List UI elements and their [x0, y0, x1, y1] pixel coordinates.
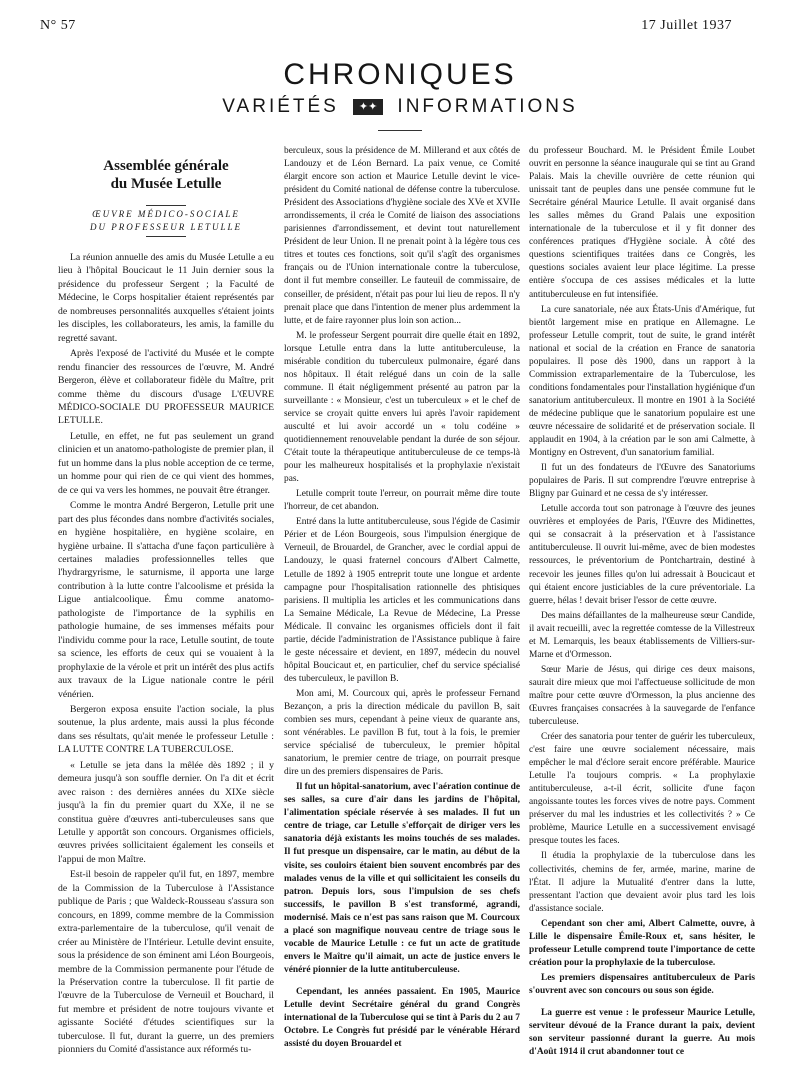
article-subtitle: [58, 205, 274, 237]
subtitle-divider: [146, 205, 186, 206]
paragraph: « Letulle se jeta dans la mêlée dès 1892 ; il y demeura jusqu'à son souffle dernier. On l'a dit et écrit avec raison : des dernières années du XIXe siècle jusqu'à la fin du premier quart du XXe, il ne se constitua guère d'œuvres anti-tuberculeuses sans que Letulle y apportât son concours. Organismes officiels, œuvres privées sollicitaient également les conseils et l'appui de mon Maître.: [58, 759, 274, 865]
paragraph: Créer des sanatoria pour tenter de guérir les tuberculeux, c'est faire une œuvre socialement nécessaire, mais empêcher le mal d'éclore serait encore préférable. Maurice Letulle l'a toujours compris. « La prophylaxie antituberculeuse, a-t-il écrit, sollicite d'une façon angoissante toutes les forces vives de notre pays. Comment préserver du mal les industries et les collectivités ? » Ce problème, Maurice Letulle en a successivement envisagé presque toutes les faces.: [529, 732, 755, 847]
paragraph: La cure sanatoriale, née aux États-Unis d'Amérique, fut bientôt largement mise en pratique en Allemagne. Le professeur Letulle comprit, tout de suite, le grand intérêt national et social de la création en France de sanatoria populaires. Il pose dès 1900, dans un rapport à la Commission extraparlementaire de la Tuberculose, les conditions fondamentales pour l'installation hygiénique d'un sanatorium antituberculeux. Il montre en 1901 à la Société de médecine publique que le sanatorium populaire est une œuvre nécessaire de solidarité et de préservation sociale. Il applaudit en 1904, à la création par le son ami Calmette, à Montigny en Ostrevent, d'un sanatorium familial.: [529, 304, 755, 459]
paragraph: Il fut un des fondateurs de l'Œuvre des Sanatoriums populaires de Paris. Il sut comprendre l'œuvre entreprise à Bligny par Guinard et ne cessa de s'y intéresser.: [529, 463, 755, 500]
article-title-line-1: Assemblée générale: [103, 158, 229, 174]
paragraph: Est-il besoin de rappeler qu'il fut, en 1897, membre de la Commission de la Tuberculose à l'Assistance publique de Paris ; que Waldeck-Rousseau s'assura son concours, en 1899, comme membre de la Commission extra-parlementaire de la tuberculose, qu'il venait de créer au Ministère de l'Intérieur. Letulle devint ensuite, sous la présidence de son éminent ami Léon Bourgeois, membre de la Commission permanente pour l'étude de la Préservation contre la tuberculose. Il fit partie de l'œuvre de la Tuberculose de Verneuil et Bouchard, il fut membre et président de notre toujours vivante et agissante Société d'études scientifiques sur la tuberculose. Il fut, durant la guerre, un des premiers pionniers du Comité d'assistance aux réformés tu-: [58, 869, 274, 1056]
issue-date: 17 Juillet 1937: [641, 18, 732, 33]
masthead-left-word: VARIÉTÉS: [222, 96, 339, 117]
paragraph: Il étudia la prophylaxie de la tuberculose dans les collectivités, chemins de fer, armée, marine, marine de l'État. Il adjure la Mutualité d'entrer dans la lutte, pressentant l'action que devaient avoir plus tard les lois d'assistance sociale.: [529, 851, 755, 914]
masthead-right-word: INFORMATIONS: [397, 96, 578, 117]
paragraph: berculeux, sous la présidence de M. Millerand et aux côtés de Landouzy et de Léon Bernard. La paix venue, ce Comité élargit encore son action et Maurice Letulle devint le vice-président du Comité national de défense contre la tuberculose. Président des Associations d'hygiène sociale des XVe et XVIIe arrondissements, il créa le Comité de liaison des associations parisiennes d'arrondissement, et devint tout naturellement Président de leur Union. Il ne prenait point à la légère tous ces titres et toutes ces fonctions, soit qu'il s'agît des organismes français ou de l'Union internationale contre la tuberculose, dont il fut membre conseiller. Le fauteuil de commissaire, de conseiller, de président, n'était pas pour lui lieu de repos. Il n'y prenait place que dans l'intention de mener plus ardemment la lutte, et de faire rayonner plus loin son action...: [284, 146, 520, 326]
paragraph: Comme le montra André Bergeron, Letulle prit une part des plus fécondes dans nombre d'activités sociales, en hygiène hospitalière, en hygiène scolaire, en hygiène urbaine. Il s'attacha d'une façon particulière à certaines maladies professionnelles telles que l'hydrargyrisme, le saturnisme, il apporta une large contribution à la lutte contre l'alcoolisme et présida la Ligue antialcoolique. Ému comme anatomo-pathologiste de l'importance de la syphilis en pathologie humaine, de ses immenses méfaits pour l'individu comme pour la race, Letulle soutint, de toute sa science, les efforts de ceux qui se vouaient à la prophylaxie de la vérole et prit un intérêt des plus actifs aux travaux de la Ligue nationale contre le péril vénérien.: [58, 500, 274, 700]
subtitle-divider: [146, 236, 186, 237]
paragraph: M. le professeur Sergent pourrait dire quelle était en 1892, lorsque Letulle entra dans la lutte antituberculeuse, la misérable condition du tuberculeux pulmonaire, égaré dans nos hôpitaux. Il était relégué dans un coin de la salle commune. Il était négligemment présenté au patron par la surveillante : « Monsieur, c'est un tuberculeux » et le chef de service se croyait quitte envers lui après l'avoir rapidement ausculté et lui avoir accordé un « tolu codéine » quotidiennement renouvelable pendant la durée de son séjour. C'était toute la thérapeutique antituberculeuse de ce temps-là pour les malheureux hospitalisés et la prophylaxie n'existait pas.: [284, 330, 520, 485]
masthead-title: CHRONIQUES: [283, 58, 517, 91]
paragraph: Mon ami, M. Courcoux qui, après le professeur Fernand Bezançon, a pris la direction médicale du pavillon B, sait combien ses murs, cependant à peine vieux de quarante ans, sont vénérables. Le pavillon B fut, tout à la fois, le premier service spécialisé de tuberculeux, le premier hôpital sanatorium, le premier centre de triage, on pourrait presque dire un des premiers dispensaires de Paris.: [284, 688, 520, 778]
paragraph: Sœur Marie de Jésus, qui dirige ces deux maisons, saurait dire mieux que moi l'affectueuse sollicitude de mon maître pour cette œuvre d'Ormesson, la plus ancienne des Œuvres françaises consacrées à la sauvegarde de l'enfance tuberculeuse.: [529, 664, 755, 728]
article-subtitle-line-2: DU PROFESSEUR LETULLE: [90, 222, 242, 232]
paragraph: Cependant son cher ami, Albert Calmette, ouvre, à Lille le dispensaire Émile-Roux et, sans hésiter, le professeur Letulle comprend toute l'importance de cette création pour la prophylaxie de la tuberculose.: [529, 918, 755, 968]
article-title: [58, 157, 274, 193]
masthead-divider: [378, 130, 422, 131]
paragraph: Il fut un hôpital-sanatorium, avec l'aération continue de ses salles, sa cure d'air dans les jardins de l'hôpital, l'alimentation spéciale réservée à ses malades. Il fut un centre de triage, car Letulle s'efforçait de diriger vers les sanatoria déjà existants les moins touchés de ses malades. Il fut presque un dispensaire, car le matin, au début de la visite, ses couloirs étaient bien souvent encombrés par des malades venus de la ville et qui sollicitaient les conseils du patron. Depuis lors, sous l'impulsion de ses chefs successifs, le pavillon B s'est transformé, agrandi, modernisé. Mais ce n'est pas sans raison que M. Courcoux a placé son magnifique nouveau centre de triage sous le vocable de Maurice Letulle : ce fut un acte de gratitude envers le Maître qu'il aimait, un acte de justice envers le vénéré pionnier de la lutte antituberculeuse.: [284, 782, 520, 975]
column-3: [529, 145, 755, 1061]
issue-number: N° 57: [40, 18, 76, 33]
paragraph: Bergeron exposa ensuite l'action sociale, la plus soutenue, la plus ardente, mais aussi la plus féconde dans ses résultats, qu'ait menée le professeur Letulle : LA LUTTE CONTRE LA TUBERCULOSE.: [58, 703, 274, 756]
paragraph: Cependant, les années passaient. En 1905, Maurice Letulle devint Secrétaire général du grand Congrès international de la Tuberculose qui se tint à Paris du 2 au 7 Octobre. Le Congrès fut présidé par le vénérable Hérard assisté du doyen Brouardel et: [284, 986, 520, 1050]
article-title-line-2: du Musée Letulle: [110, 176, 222, 192]
paragraph: Letulle accorda tout son patronage à l'œuvre des jeunes ouvrières et employées de Paris, l'Œuvre des Midinettes, qui se consacrait à la préservation et à l'assistance antituberculeuse. Il ouvrit lui-même, avec de bien modestes ressources, le préventorium de Pontchartrain, destiné à recevoir les jeunes filles qu'on lui adressait à Boucicaut et qui étaient encore justiciables de la cure préventoriale. La guerre, hélas ! devait briser l'essor de cette œuvre.: [529, 504, 755, 606]
paragraph: Letulle comprit toute l'erreur, on pourrait même dire toute l'horreur, de cet abandon.: [284, 489, 520, 513]
paragraph: La réunion annuelle des amis du Musée Letulle a eu lieu à l'hôpital Boucicaut le 11 Juin dernier sous la présidence du professeur Sergent ; la Faculté de Médecine, le Corps hospitalier étaient représentés par de nombreuses personnalités auxquelles s'étaient joints les disciples, les collaborateurs, les amis, la famille du regretté savant.: [58, 252, 274, 344]
paragraph: Des mains défaillantes de la malheureuse sœur Candide, il avait recueilli, avec la regrettée comtesse de la Villestreux et M. Lemarquis, les beaux établissements de Villiers-sur-Marne et d'Ormesson.: [529, 610, 755, 660]
paragraph: Après l'exposé de l'activité du Musée et le compte rendu financier des ressources de l'œuvre, M. André Bergeron, élève et collaborateur fidèle du Maître, prit comme thème du discours d'usage L'ŒUVRE MÉDICO-SOCIALE DU PROFESSEUR MAURICE LETULLE.: [58, 348, 274, 427]
paragraph: du professeur Bouchard. M. le Président Émile Loubet ouvrit en personne la séance inaugurale qui se tint au Grand Palais. Mais la cheville ouvrière de cette réunion qui unissait tant de peuples dans une pensée commune fut le Secrétaire général Maurice Letulle. Il avait organisé dans les salles mêmes du Grand Palais une exposition internationale de la tuberculose et il y fit donner des conférences pratiques d'Hygiène sociale. À côté des questions scientifiques traitées dans ce Congrès, les questions sociales avaient leur place légitime. La presse entière s'occupa de ces assises médicales et la lutte antituberculeuse en fut intensifiée.: [529, 146, 755, 300]
paragraph: Entré dans la lutte antituberculeuse, sous l'égide de Casimir Périer et de Léon Bourgeois, sous l'impulsion énergique de Verneuil, de Brouardel, de Grancher, avec le cordial appui de Landouzy, le quasi fraternel concours d'Albert Calmette, Letulle de 1892 à 1905 entreprit toute une longue et ardente campagne pour l'hospitalisation rationnelle des phtisiques parisiens. Il multiplia les articles et les communications dans La Semaine Médicale, La Revue de Médecine, La Presse Médicale. Il convainc les organismes officiels dont il fait partie, décide l'administration de l'Assistance publique à faire le geste nécessaire et devient, en 1897, médecin du nouvel hôpital Boucicaut et, en particulier, chef du service spécialisé des tuberculeux, le pavillon B.: [284, 517, 520, 684]
column-1: [58, 145, 274, 1059]
masthead-subtitle: [0, 96, 800, 118]
masthead: [0, 60, 800, 131]
paragraph: Les premiers dispensaires antituberculeux de Paris s'ouvrent avec son concours ou sous son égide.: [529, 972, 755, 996]
article-subtitle-line-1: ŒUVRE MÉDICO-SOCIALE: [92, 209, 240, 219]
paragraph: La guerre est venue : le professeur Maurice Letulle, serviteur dévoué de la France durant la paix, devient son serviteur passionné durant la guerre. Au mois d'Août 1914 il crut abandonner tout ce: [529, 1008, 755, 1058]
column-2: [284, 145, 520, 1053]
paragraph: Letulle, en effet, ne fut pas seulement un grand clinicien et un anatomo-pathologiste de premier plan, il fut un homme dans la plus noble acception de ce terme, un homme pour qui rien de ce qui vient des hommes, de ce qui va vers les hommes, ne pouvait être étranger.: [58, 430, 274, 496]
masthead-emblem-icon: ✦✦: [353, 99, 383, 115]
